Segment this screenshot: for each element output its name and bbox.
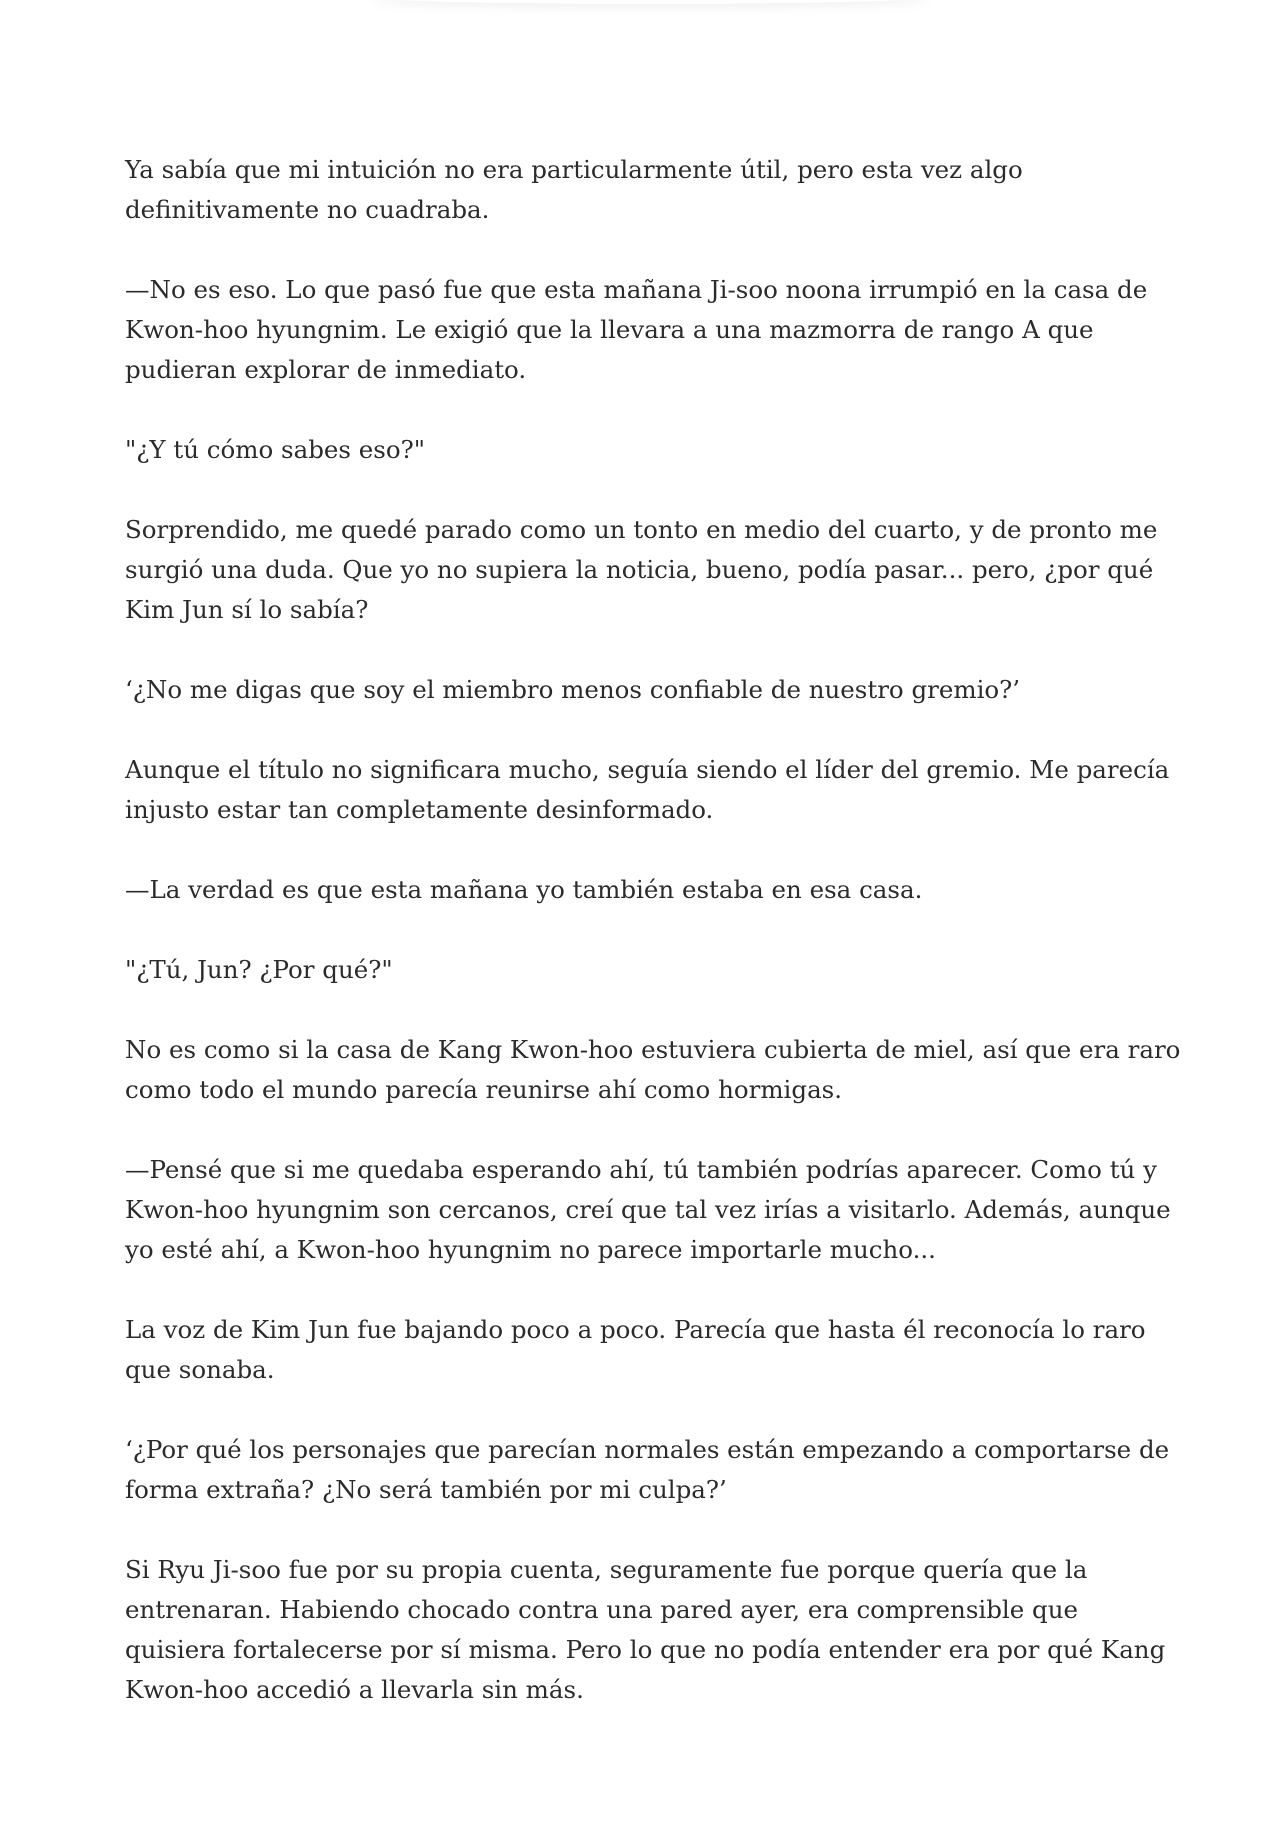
paragraph-10: —Pensé que si me quedaba esperando ahí, tú también podrías aparecer. Como tú y Kwon-hoo hyungnim son cercanos, creí que tal vez irías a visitarlo. Además, aunque yo esté ahí, a Kwon-hoo hyungnim no parece importarle mucho... [125, 1155, 1171, 1264]
paragraph-2: —No es eso. Lo que pasó fue que esta mañana Ji-soo noona irrumpió en la casa de Kwon-hoo hyungnim. Le exigió que la llevara a una mazmorra de rango A que pudieran explorar de inmediato. [125, 275, 1148, 384]
paragraph-13: Si Ryu Ji-soo fue por su propia cuenta, seguramente fue porque quería que la entrenaran. Habiendo chocado contra una pared ayer, era comprensible que quisiera fortalecerse por sí misma. Pero lo que no podía entender era por qué Kang Kwon-hoo accedió a llevarla sin más. [125, 1555, 1166, 1704]
paragraph-3: "¿Y tú cómo sabes eso?" [125, 435, 425, 464]
paragraph-1: Ya sabía que mi intuición no era particularmente útil, pero esta vez algo definitivamente no cuadraba. [125, 155, 1023, 224]
paragraph-4: Sorprendido, me quedé parado como un tonto en medio del cuarto, y de pronto me surgió una duda. Que yo no supiera la noticia, bueno, podía pasar... pero, ¿por qué Kim Jun sí lo sabía? [125, 515, 1158, 624]
paragraph-11: La voz de Kim Jun fue bajando poco a poco. Parecía que hasta él reconocía lo raro que sonaba. [125, 1315, 1146, 1384]
document-body[interactable] [125, 150, 1185, 1750]
paragraph-5: ‘¿No me digas que soy el miembro menos confiable de nuestro gremio?’ [125, 675, 1021, 704]
paragraph-9: No es como si la casa de Kang Kwon-hoo estuviera cubierta de miel, así que era raro como todo el mundo parecía reunirse ahí como hormigas. [125, 1035, 1181, 1104]
page-top-shadow [370, 0, 930, 4]
paragraph-12: ‘¿Por qué los personajes que parecían normales están empezando a comportarse de forma extraña? ¿No será también por mi culpa?’ [125, 1435, 1170, 1504]
paragraph-8: "¿Tú, Jun? ¿Por qué?" [125, 955, 393, 984]
paragraph-6: Aunque el título no significara mucho, seguía siendo el líder del gremio. Me parecía injusto estar tan completamente desinformado. [125, 755, 1170, 824]
paragraph-7: —La verdad es que esta mañana yo también estaba en esa casa. [125, 875, 923, 904]
